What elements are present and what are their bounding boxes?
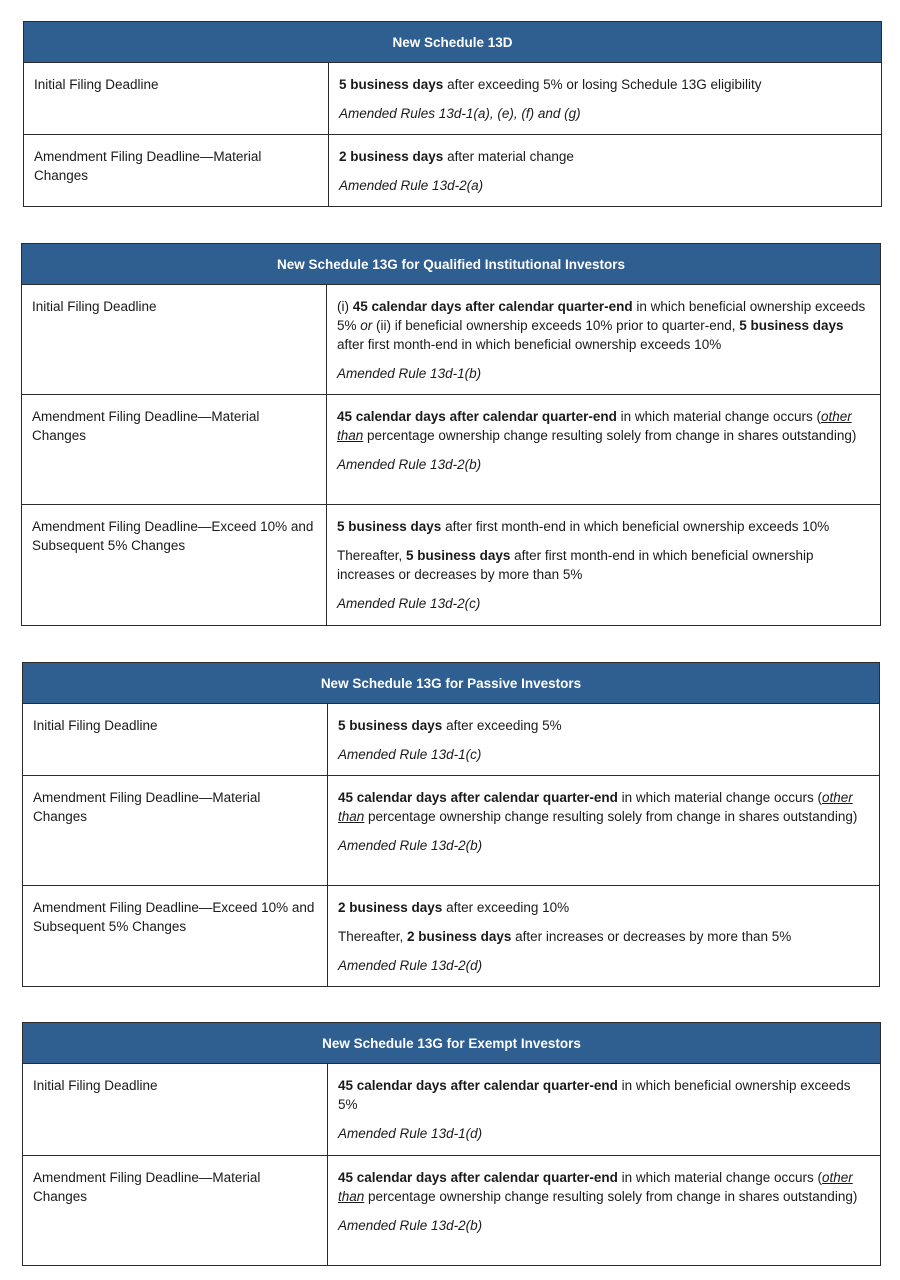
row-label: Amendment Filing Deadline—Material Changes xyxy=(23,1156,328,1266)
rule-citation: Amended Rules 13d-1(a), (e), (f) and (g) xyxy=(339,106,581,121)
rule-citation: Amended Rule 13d-2(b) xyxy=(338,1218,483,1233)
schedule-13g-exempt-table xyxy=(22,1022,881,1266)
row-value xyxy=(328,886,880,987)
rule-citation: Amended Rule 13d-2(c) xyxy=(337,596,481,611)
value-text: 45 calendar days after calendar quarter-end in which beneficial ownership exceeds 5% xyxy=(338,1078,851,1112)
table-row xyxy=(22,285,881,395)
rule-citation: Amended Rule 13d-2(a) xyxy=(339,178,484,193)
table-row xyxy=(23,1156,881,1266)
table-row xyxy=(23,1064,881,1156)
value-text: Thereafter, 5 business days after first month-end in which beneficial ownership increases or decreases by more than 5% xyxy=(337,548,814,582)
table-row xyxy=(23,776,880,886)
row-label: Initial Filing Deadline xyxy=(22,285,327,395)
row-value xyxy=(328,1064,881,1156)
value-text: 5 business days after exceeding 5% xyxy=(338,718,562,733)
schedule-13g-passive-table xyxy=(22,662,880,987)
row-label: Amendment Filing Deadline—Material Changes xyxy=(24,135,329,207)
row-label: Initial Filing Deadline xyxy=(23,1064,328,1156)
rule-citation: Amended Rule 13d-2(b) xyxy=(337,457,482,472)
value-text: (i) 45 calendar days after calendar quarter-end in which beneficial ownership exceeds 5% or (ii) if beneficial ownership exceeds 10% prior to quarter-end, 5 business days after first month-end in which beneficial ownership exceeds 10% xyxy=(337,299,866,352)
rule-citation: Amended Rule 13d-1(c) xyxy=(338,747,482,762)
row-label: Initial Filing Deadline xyxy=(23,704,328,776)
table-header: New Schedule 13G for Exempt Investors xyxy=(23,1023,881,1064)
table-row xyxy=(23,704,880,776)
schedule-13g-qii-table xyxy=(21,243,881,626)
table-header: New Schedule 13G for Passive Investors xyxy=(23,663,880,704)
value-text: 45 calendar days after calendar quarter-end in which material change occurs (other than percentage ownership change resulting solely from change in shares outstanding) xyxy=(338,790,858,824)
row-value xyxy=(327,505,881,626)
rule-citation: Amended Rule 13d-2(d) xyxy=(338,958,483,973)
row-value xyxy=(329,135,882,207)
row-label: Amendment Filing Deadline—Exceed 10% and Subsequent 5% Changes xyxy=(22,505,327,626)
row-label: Amendment Filing Deadline—Material Changes xyxy=(23,776,328,886)
table-row xyxy=(24,63,882,135)
schedule-13d-table xyxy=(23,21,882,207)
table-row xyxy=(22,395,881,505)
row-value xyxy=(329,63,882,135)
value-text: 5 business days after first month-end in which beneficial ownership exceeds 10% xyxy=(337,519,830,534)
row-value xyxy=(327,395,881,505)
value-text: 5 business days after exceeding 5% or losing Schedule 13G eligibility xyxy=(339,77,762,92)
table-row xyxy=(22,505,881,626)
row-label: Amendment Filing Deadline—Exceed 10% and Subsequent 5% Changes xyxy=(23,886,328,987)
row-value xyxy=(328,776,880,886)
value-text: 2 business days after material change xyxy=(339,149,574,164)
value-text: 45 calendar days after calendar quarter-end in which material change occurs (other than percentage ownership change resulting solely from change in shares outstanding) xyxy=(338,1170,858,1204)
rule-citation: Amended Rule 13d-1(b) xyxy=(337,366,482,381)
row-value xyxy=(327,285,881,395)
row-label: Amendment Filing Deadline—Material Changes xyxy=(22,395,327,505)
row-value xyxy=(328,704,880,776)
value-text: Thereafter, 2 business days after increases or decreases by more than 5% xyxy=(338,929,792,944)
rule-citation: Amended Rule 13d-1(d) xyxy=(338,1126,483,1141)
table-row xyxy=(24,135,882,207)
value-text: 45 calendar days after calendar quarter-end in which material change occurs (other than percentage ownership change resulting solely from change in shares outstanding) xyxy=(337,409,857,443)
table-row xyxy=(23,886,880,987)
value-text: 2 business days after exceeding 10% xyxy=(338,900,570,915)
table-header: New Schedule 13D xyxy=(24,22,882,63)
table-header: New Schedule 13G for Qualified Institutional Investors xyxy=(22,244,881,285)
row-value xyxy=(328,1156,881,1266)
rule-citation: Amended Rule 13d-2(b) xyxy=(338,838,483,853)
row-label: Initial Filing Deadline xyxy=(24,63,329,135)
